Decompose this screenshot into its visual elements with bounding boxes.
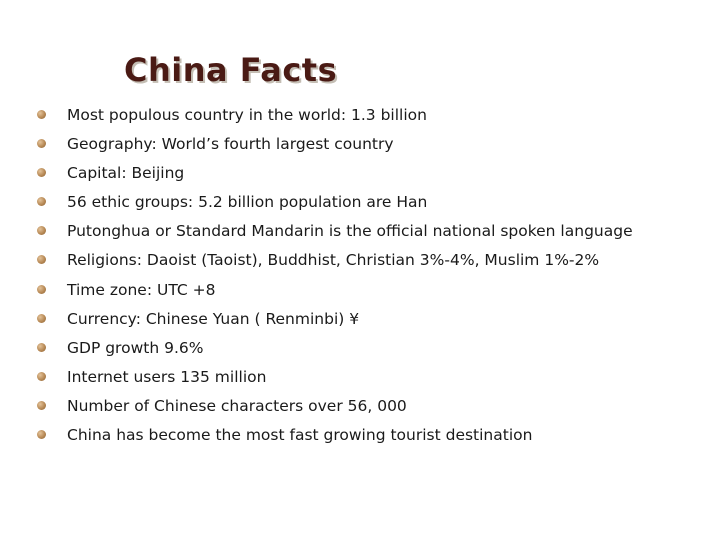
bullet-dot-icon [37, 314, 46, 323]
bullet-dot-icon [37, 372, 46, 381]
bullet-dot-icon [37, 139, 46, 148]
bullet-text: Geography: World’s fourth largest country [67, 135, 394, 154]
bullet-dot-icon [37, 255, 46, 264]
list-item [36, 422, 633, 451]
slide-title: China Facts [124, 51, 338, 89]
bullet-dot-icon [37, 430, 46, 439]
bullet-dot-icon [37, 168, 46, 177]
bullet-dot-icon [37, 401, 46, 410]
bullet-dot-icon [37, 197, 46, 206]
bullet-text: 56 ethic groups: 5.2 billion population are Han [67, 193, 428, 212]
list-item [36, 102, 633, 131]
bullet-text: Capital: Beijing [67, 164, 185, 183]
list-item [36, 306, 633, 335]
bullet-text: GDP growth 9.6% [67, 338, 204, 357]
bullet-dot-icon [37, 110, 46, 119]
bullet-dot-icon [37, 226, 46, 235]
list-item [36, 131, 633, 160]
bullet-dot-icon [37, 343, 46, 352]
bullet-text: Currency: Chinese Yuan ( Renminbi) ¥ [67, 309, 360, 328]
bullet-text: Religions: Daoist (Taoist), Buddhist, Christian 3%-4%, Muslim 1%-2% [67, 251, 600, 270]
list-item [36, 393, 633, 422]
bullet-list [36, 102, 633, 451]
list-item [36, 364, 633, 393]
bullet-text: China has become the most fast growing tourist destination [67, 426, 533, 445]
list-item [36, 160, 633, 189]
bullet-text: Putonghua or Standard Mandarin is the official national spoken language [67, 222, 633, 241]
list-item [36, 335, 633, 364]
bullet-text: Time zone: UTC +8 [67, 280, 216, 299]
bullet-text: Number of Chinese characters over 56, 000 [67, 396, 407, 415]
bullet-text: Most populous country in the world: 1.3 billion [67, 106, 427, 124]
list-item [36, 218, 633, 247]
list-item [36, 189, 633, 218]
bullet-text: Internet users 135 million [67, 367, 267, 386]
list-item [36, 277, 633, 306]
list-item [36, 247, 633, 276]
bullet-dot-icon [37, 285, 46, 294]
